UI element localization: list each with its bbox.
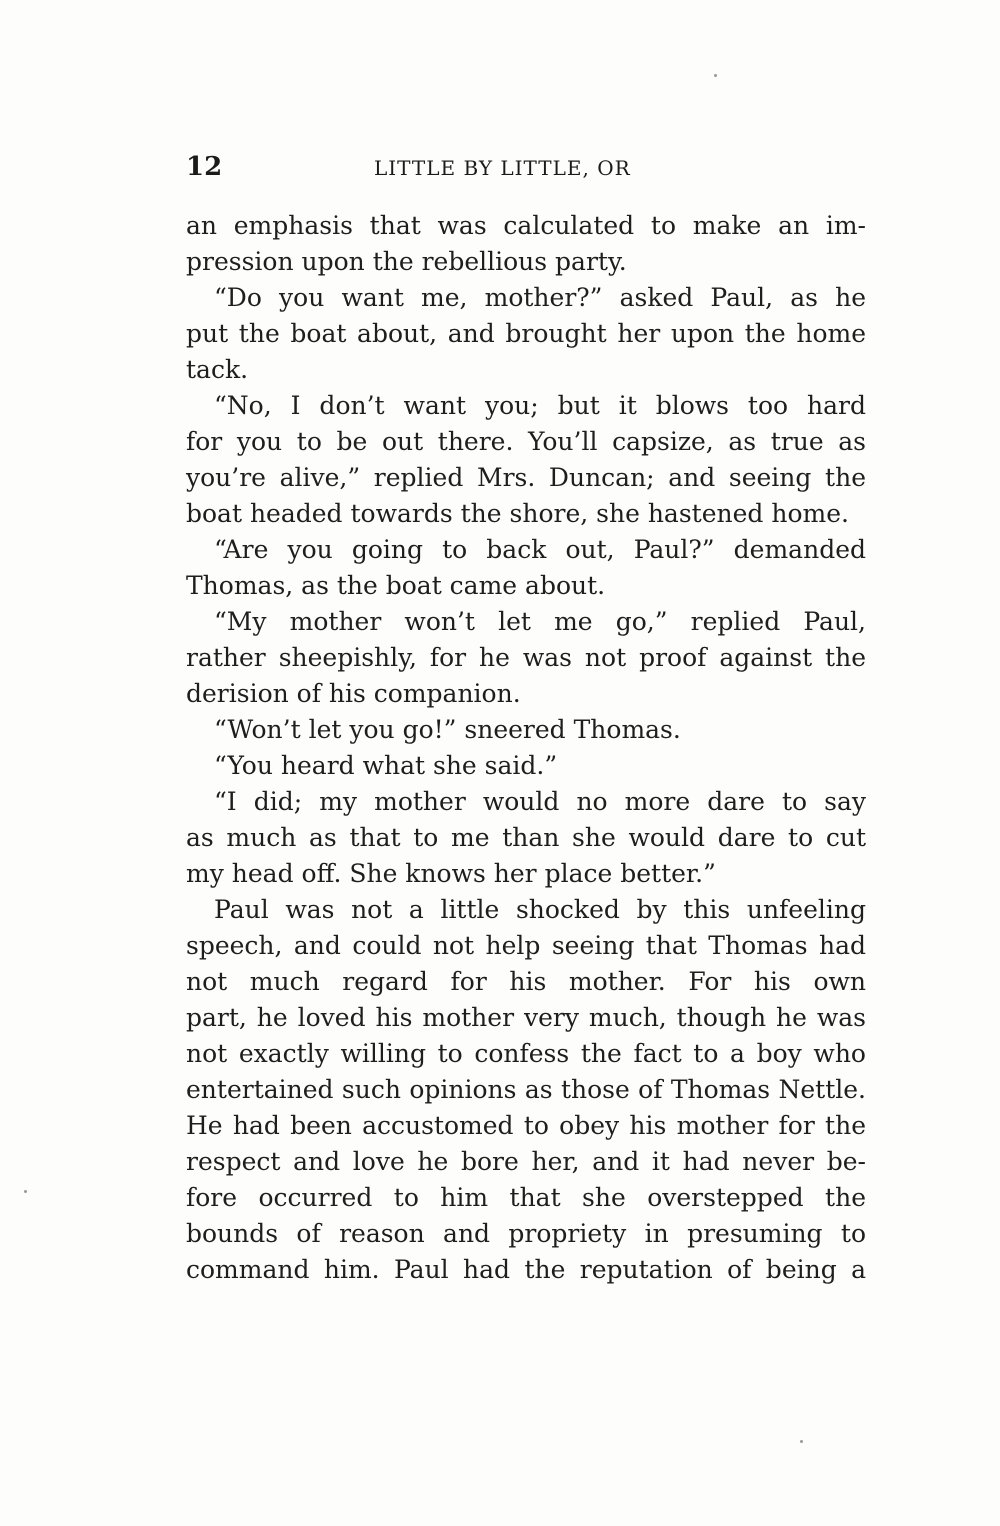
running-head: LITTLE BY LITTLE, OR (374, 156, 631, 180)
text-line: boat headed towards the shore, she hastened home. (186, 499, 849, 528)
text-line: Thomas, as the boat came about. (186, 571, 606, 600)
text-line: as much as that to me than she would dare to cut (186, 823, 866, 852)
text-line: derision of his companion. (186, 679, 521, 708)
text-line: Paul was not a little shocked by this unfeeling (214, 895, 866, 924)
text-line: not much regard for his mother. For his own (186, 967, 866, 996)
text-line: command him. Paul had the reputation of being a (186, 1255, 866, 1284)
page-header (186, 150, 866, 190)
text-line: speech, and could not help seeing that Thomas had (186, 931, 866, 960)
text-line: “Won’t let you go!” sneered Thomas. (214, 715, 681, 744)
text-line: He had been accustomed to obey his mother for the (186, 1111, 866, 1140)
page-number: 12 (186, 152, 223, 182)
text-line: put the boat about, and brought her upon the home (186, 319, 866, 348)
text-line: entertained such opinions as those of Thomas Nettle. (186, 1075, 866, 1104)
text-line: “Are you going to back out, Paul?” demanded (214, 535, 866, 564)
text-line: “Do you want me, mother?” asked Paul, as he (214, 283, 866, 312)
text-line: “My mother won’t let me go,” replied Paul, (214, 607, 866, 636)
text-line: for you to be out there. You’ll capsize, as true as (186, 427, 866, 456)
text-line: bounds of reason and propriety in presuming to (186, 1219, 866, 1248)
text-line: my head off. She knows her place better.” (186, 859, 716, 888)
text-line: respect and love he bore her, and it had never be- (186, 1147, 866, 1176)
text-line: pression upon the rebellious party. (186, 247, 627, 276)
text-line: “You heard what she said.” (214, 751, 558, 780)
text-line: not exactly willing to confess the fact to a boy who (186, 1039, 866, 1068)
text-line: “No, I don’t want you; but it blows too hard (214, 391, 866, 420)
text-line: fore occurred to him that she overstepped the (186, 1183, 866, 1212)
text-line: “I did; my mother would no more dare to say (214, 787, 866, 816)
text-line: tack. (186, 355, 249, 384)
text-line: an emphasis that was calculated to make an im- (186, 211, 866, 240)
paper-speck (24, 1190, 27, 1193)
text-line: you’re alive,” replied Mrs. Duncan; and seeing the (186, 463, 866, 492)
text-line: part, he loved his mother very much, though he was (186, 1003, 866, 1032)
text-line: rather sheepishly, for he was not proof against the (186, 643, 866, 672)
paper-speck (800, 1440, 803, 1443)
body-text (186, 208, 866, 1288)
paper-speck (714, 74, 717, 77)
